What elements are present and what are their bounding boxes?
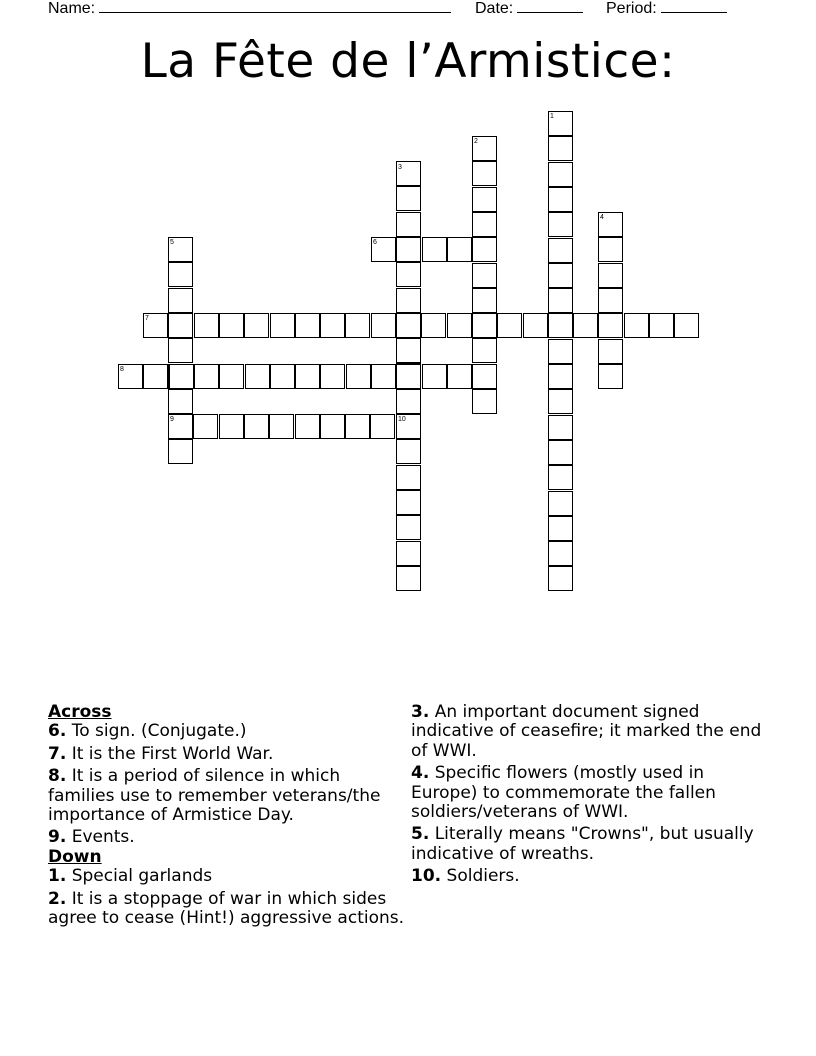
- crossword-cell[interactable]: [598, 364, 623, 389]
- clue-number-label: 1: [550, 113, 554, 120]
- crossword-cell[interactable]: [598, 339, 623, 364]
- crossword-cell[interactable]: [548, 566, 573, 591]
- crossword-cell[interactable]: [548, 491, 573, 516]
- clue-across-9: [48, 828, 408, 847]
- crossword-cell[interactable]: [168, 313, 193, 338]
- crossword-cell[interactable]: [396, 566, 421, 591]
- crossword-cell[interactable]: [523, 313, 548, 338]
- crossword-cell[interactable]: [548, 364, 573, 389]
- clue-text: It is a period of silence in which families use to remember veterans/the importance of Armistice Day.: [48, 766, 381, 826]
- clue-number: 1.: [48, 866, 67, 887]
- clue-text: To sign. (Conjugate.): [71, 721, 247, 742]
- clue-text: Specific flowers (mostly used in Europe) to commemorate the fallen soldiers/veterans of WWI.: [411, 763, 716, 823]
- crossword-cell[interactable]: [295, 364, 320, 389]
- crossword-cell[interactable]: [396, 338, 421, 363]
- clue-across-8: [48, 767, 408, 825]
- crossword-cell[interactable]: [548, 136, 573, 161]
- crossword-cell[interactable]: [396, 262, 421, 287]
- clue-text: An important document signed indicative of ceasefire; it marked the end of WWI.: [411, 702, 762, 761]
- crossword-cell[interactable]: [548, 212, 573, 237]
- clue-number-label: 4: [600, 214, 604, 221]
- crossword-cell[interactable]: [320, 364, 345, 389]
- down-heading: Down: [48, 846, 102, 867]
- crossword-cell[interactable]: [472, 212, 497, 237]
- crossword-cell[interactable]: [244, 414, 269, 439]
- clue-down-2: [48, 890, 408, 929]
- clue-down-4: [411, 764, 771, 822]
- crossword-cell[interactable]: [598, 288, 623, 313]
- clue-number: 6.: [48, 721, 67, 742]
- crossword-cell[interactable]: [219, 364, 244, 389]
- crossword-cell[interactable]: [674, 313, 699, 338]
- crossword-cell[interactable]: [624, 313, 649, 338]
- crossword-cell[interactable]: [244, 313, 269, 338]
- clue-number-label: 6: [373, 239, 377, 246]
- crossword-cell[interactable]: [472, 237, 497, 262]
- crossword-cell[interactable]: [396, 465, 421, 490]
- period-label: Period:: [606, 0, 657, 17]
- crossword-cell[interactable]: [548, 162, 573, 187]
- crossword-cell[interactable]: [472, 161, 497, 186]
- crossword-cell[interactable]: [472, 187, 497, 212]
- crossword-cell[interactable]: [168, 389, 193, 414]
- clue-down-10: [411, 867, 771, 886]
- date-label: Date:: [475, 0, 514, 17]
- clue-number-label: 8: [120, 366, 124, 373]
- crossword-cell[interactable]: [168, 439, 193, 464]
- crossword-cell[interactable]: [548, 288, 573, 313]
- crossword-cell[interactable]: [598, 237, 623, 262]
- crossword-cell[interactable]: [421, 313, 446, 338]
- crossword-cell[interactable]: [472, 313, 497, 338]
- crossword-cell[interactable]: [472, 338, 497, 363]
- clues-right-column: [411, 703, 771, 890]
- crossword-cell[interactable]: [270, 313, 295, 338]
- clues-left-column: [48, 703, 408, 931]
- crossword-cell[interactable]: [194, 364, 219, 389]
- name-label: Name:: [48, 0, 96, 17]
- crossword-cell[interactable]: [396, 515, 421, 540]
- crossword-cell[interactable]: [295, 414, 320, 439]
- crossword-cell[interactable]: [447, 237, 472, 262]
- clue-number: 2.: [48, 888, 67, 909]
- clue-down-5: [411, 825, 771, 864]
- crossword-cell[interactable]: [548, 440, 573, 465]
- crossword-cell[interactable]: [472, 389, 497, 414]
- crossword-cell[interactable]: [270, 364, 295, 389]
- clue-number: 3.: [411, 702, 430, 722]
- clue-down-3: [411, 703, 771, 761]
- crossword-cell[interactable]: [371, 313, 396, 338]
- crossword-cell[interactable]: [548, 516, 573, 541]
- crossword-cell[interactable]: [396, 541, 421, 566]
- crossword-cell[interactable]: [447, 313, 472, 338]
- crossword-cell[interactable]: [295, 313, 320, 338]
- crossword-cell[interactable]: [193, 414, 218, 439]
- clue-text: Events.: [71, 827, 135, 848]
- crossword-cell[interactable]: [472, 263, 497, 288]
- crossword-cell[interactable]: [396, 237, 421, 262]
- clue-number-label: 3: [398, 164, 402, 171]
- crossword-cell[interactable]: [548, 339, 573, 364]
- crossword-cell[interactable]: [269, 414, 294, 439]
- clue-number-label: 7: [145, 315, 149, 322]
- clue-number: 4.: [411, 763, 430, 784]
- crossword-cell[interactable]: [194, 313, 219, 338]
- clue-across-7: [48, 745, 408, 764]
- clue-number: 5.: [411, 824, 430, 845]
- clue-down-1: [48, 867, 408, 886]
- crossword-cell[interactable]: [598, 263, 623, 288]
- crossword-cell[interactable]: [548, 465, 573, 490]
- crossword-cell[interactable]: [219, 414, 244, 439]
- crossword-cell[interactable]: [396, 212, 421, 237]
- crossword-cell[interactable]: [422, 237, 447, 262]
- crossword-cell[interactable]: [548, 415, 573, 440]
- crossword-cell[interactable]: [573, 313, 598, 338]
- crossword-cell[interactable]: [370, 414, 395, 439]
- crossword-cell[interactable]: [396, 439, 421, 464]
- crossword-cell[interactable]: [396, 313, 421, 338]
- crossword-cell[interactable]: [396, 389, 421, 414]
- clue-number-label: 10: [398, 416, 406, 423]
- crossword-cell[interactable]: [168, 288, 193, 313]
- crossword-cell[interactable]: [548, 541, 573, 566]
- crossword-cell[interactable]: [472, 364, 497, 389]
- crossword-cell[interactable]: [320, 414, 345, 439]
- crossword-cell[interactable]: [548, 313, 573, 338]
- crossword-cell[interactable]: [371, 364, 396, 389]
- clue-text: Special garlands: [71, 866, 213, 887]
- crossword-cell[interactable]: [598, 313, 623, 338]
- crossword-cell[interactable]: [548, 187, 573, 212]
- clue-text: Literally means "Crowns", but usually indicative of wreaths.: [411, 824, 754, 864]
- across-heading: Across: [48, 702, 112, 722]
- crossword-cell[interactable]: [447, 364, 472, 389]
- crossword-cell[interactable]: [168, 338, 193, 363]
- crossword-cell[interactable]: [497, 313, 522, 338]
- crossword-cell[interactable]: [649, 313, 674, 338]
- crossword-cell[interactable]: [346, 364, 371, 389]
- crossword-cell[interactable]: [396, 288, 421, 313]
- crossword-cell[interactable]: [168, 262, 193, 287]
- crossword-cell[interactable]: [345, 414, 370, 439]
- crossword-cell[interactable]: [422, 364, 447, 389]
- crossword-cell[interactable]: [396, 490, 421, 515]
- clue-across-6: [48, 722, 408, 741]
- page-title: La Fête de l’Armistice:: [140, 34, 676, 89]
- clue-number: 8.: [48, 766, 67, 787]
- clue-number: 7.: [48, 743, 67, 764]
- clue-number: 9.: [48, 827, 67, 848]
- clue-text: Soldiers.: [446, 866, 520, 887]
- crossword-cell[interactable]: [472, 288, 497, 313]
- crossword-cell[interactable]: [396, 364, 421, 389]
- crossword-cell[interactable]: [143, 364, 168, 389]
- crossword-cell[interactable]: [548, 389, 573, 414]
- clue-number-label: 5: [170, 239, 174, 246]
- crossword-cell[interactable]: [345, 313, 370, 338]
- clue-text: It is the First World War.: [71, 743, 274, 764]
- clue-number-label: 9: [170, 416, 174, 423]
- crossword-cell[interactable]: [169, 364, 194, 389]
- crossword-cell[interactable]: [219, 313, 244, 338]
- crossword-cell[interactable]: [548, 263, 573, 288]
- crossword-cell[interactable]: [320, 313, 345, 338]
- clue-number: 10.: [411, 866, 442, 887]
- clue-number-label: 2: [474, 138, 478, 145]
- crossword-cell[interactable]: [396, 186, 421, 211]
- clue-text: It is a stoppage of war in which sides agree to cease (Hint!) aggressive actions.: [48, 888, 405, 929]
- crossword-cell[interactable]: [548, 238, 573, 263]
- crossword-cell[interactable]: [245, 364, 270, 389]
